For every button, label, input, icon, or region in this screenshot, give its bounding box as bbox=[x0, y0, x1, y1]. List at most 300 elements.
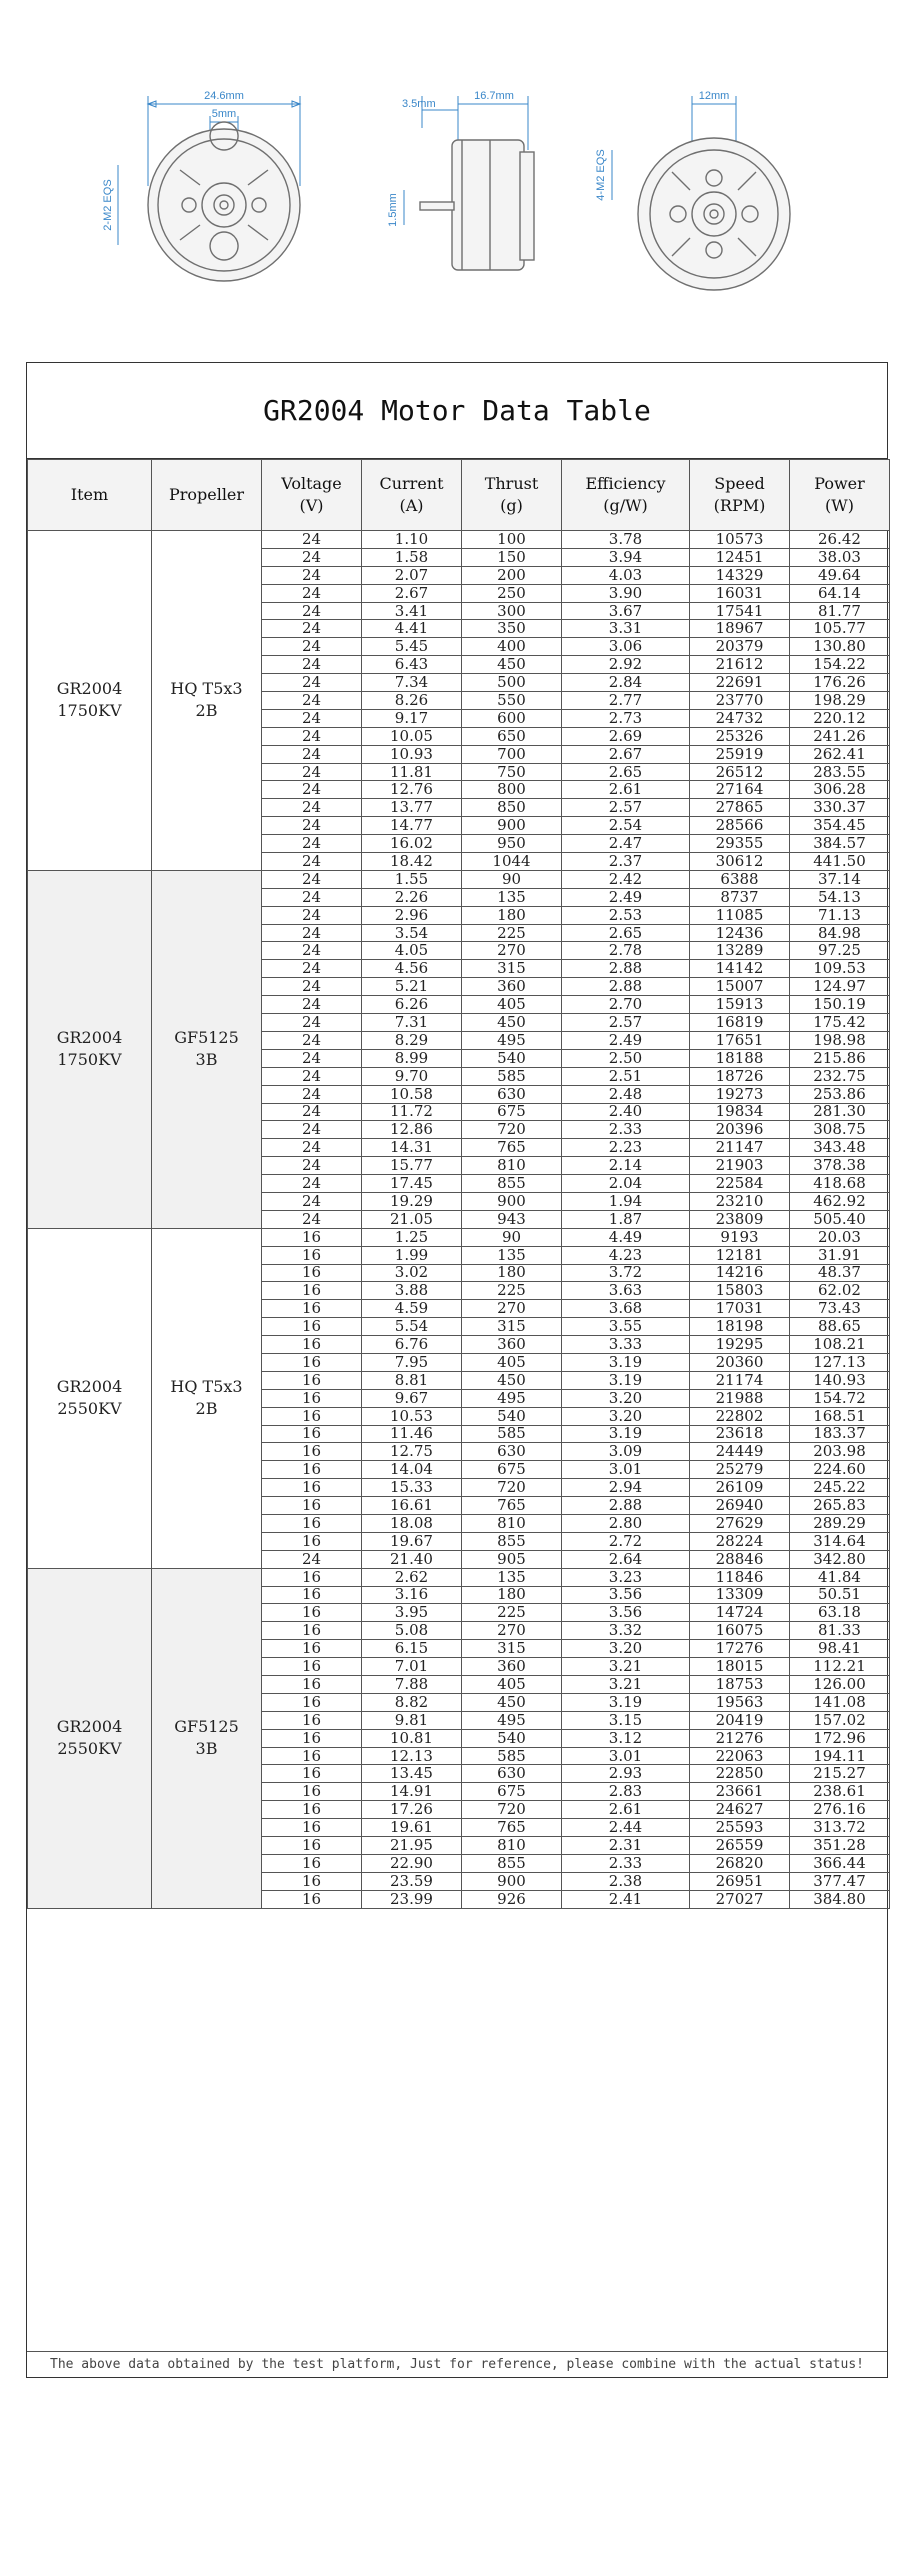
current-cell: 21.95 bbox=[362, 1837, 462, 1855]
table-footnote bbox=[27, 2351, 887, 2377]
current-cell: 11.81 bbox=[362, 763, 462, 781]
efficiency-cell: 2.93 bbox=[562, 1765, 690, 1783]
voltage-cell: 24 bbox=[262, 1067, 362, 1085]
current-cell: 21.05 bbox=[362, 1210, 462, 1228]
power-cell: 81.33 bbox=[790, 1622, 890, 1640]
thrust-cell: 720 bbox=[462, 1801, 562, 1819]
efficiency-cell: 3.20 bbox=[562, 1407, 690, 1425]
speed-cell: 27164 bbox=[690, 781, 790, 799]
voltage-cell: 24 bbox=[262, 1550, 362, 1568]
thrust-cell: 495 bbox=[462, 1389, 562, 1407]
speed-cell: 17541 bbox=[690, 602, 790, 620]
speed-cell: 23210 bbox=[690, 1192, 790, 1210]
efficiency-cell: 3.90 bbox=[562, 584, 690, 602]
voltage-cell: 24 bbox=[262, 1121, 362, 1139]
power-cell: 98.41 bbox=[790, 1640, 890, 1658]
header-voltage: Voltage (V) bbox=[262, 460, 362, 531]
power-cell: 20.03 bbox=[790, 1228, 890, 1246]
voltage-cell: 24 bbox=[262, 781, 362, 799]
speed-cell: 23661 bbox=[690, 1783, 790, 1801]
voltage-cell: 16 bbox=[262, 1371, 362, 1389]
table-group bbox=[28, 870, 890, 1228]
voltage-cell: 16 bbox=[262, 1783, 362, 1801]
power-cell: 112.21 bbox=[790, 1658, 890, 1676]
thrust-cell: 765 bbox=[462, 1497, 562, 1515]
efficiency-cell: 1.87 bbox=[562, 1210, 690, 1228]
speed-cell: 22691 bbox=[690, 674, 790, 692]
current-cell: 3.88 bbox=[362, 1282, 462, 1300]
efficiency-cell: 2.64 bbox=[562, 1550, 690, 1568]
efficiency-cell: 2.77 bbox=[562, 692, 690, 710]
power-cell: 198.29 bbox=[790, 692, 890, 710]
current-cell: 9.81 bbox=[362, 1711, 462, 1729]
thrust-cell: 810 bbox=[462, 1514, 562, 1532]
current-cell: 4.05 bbox=[362, 942, 462, 960]
current-cell: 1.25 bbox=[362, 1228, 462, 1246]
voltage-cell: 16 bbox=[262, 1532, 362, 1550]
voltage-cell: 24 bbox=[262, 692, 362, 710]
motor-data-table bbox=[26, 362, 888, 2378]
speed-cell: 28566 bbox=[690, 817, 790, 835]
speed-cell: 12451 bbox=[690, 548, 790, 566]
speed-cell: 20396 bbox=[690, 1121, 790, 1139]
power-cell: 62.02 bbox=[790, 1282, 890, 1300]
efficiency-cell: 3.20 bbox=[562, 1389, 690, 1407]
speed-cell: 21174 bbox=[690, 1371, 790, 1389]
efficiency-cell: 3.01 bbox=[562, 1461, 690, 1479]
voltage-cell: 16 bbox=[262, 1318, 362, 1336]
current-cell: 14.91 bbox=[362, 1783, 462, 1801]
power-cell: 157.02 bbox=[790, 1711, 890, 1729]
current-cell: 5.08 bbox=[362, 1622, 462, 1640]
table-header bbox=[28, 460, 890, 531]
speed-cell: 10573 bbox=[690, 531, 790, 549]
voltage-cell: 24 bbox=[262, 638, 362, 656]
speed-cell: 21276 bbox=[690, 1729, 790, 1747]
power-cell: 342.80 bbox=[790, 1550, 890, 1568]
power-cell: 354.45 bbox=[790, 817, 890, 835]
efficiency-cell: 2.69 bbox=[562, 727, 690, 745]
efficiency-cell: 3.68 bbox=[562, 1300, 690, 1318]
thrust-cell: 810 bbox=[462, 1837, 562, 1855]
speed-cell: 26951 bbox=[690, 1872, 790, 1890]
voltage-cell: 24 bbox=[262, 870, 362, 888]
power-cell: 175.42 bbox=[790, 1014, 890, 1032]
speed-cell: 24627 bbox=[690, 1801, 790, 1819]
current-cell: 15.77 bbox=[362, 1157, 462, 1175]
current-cell: 18.08 bbox=[362, 1514, 462, 1532]
voltage-cell: 16 bbox=[262, 1514, 362, 1532]
thrust-cell: 650 bbox=[462, 727, 562, 745]
thrust-cell: 360 bbox=[462, 1658, 562, 1676]
speed-cell: 13289 bbox=[690, 942, 790, 960]
efficiency-cell: 4.49 bbox=[562, 1228, 690, 1246]
speed-cell: 22063 bbox=[690, 1747, 790, 1765]
thrust-cell: 855 bbox=[462, 1532, 562, 1550]
power-cell: 50.51 bbox=[790, 1586, 890, 1604]
thrust-cell: 550 bbox=[462, 692, 562, 710]
thrust-cell: 270 bbox=[462, 1300, 562, 1318]
efficiency-cell: 2.88 bbox=[562, 960, 690, 978]
current-cell: 7.31 bbox=[362, 1014, 462, 1032]
thrust-cell: 270 bbox=[462, 1622, 562, 1640]
power-cell: 168.51 bbox=[790, 1407, 890, 1425]
speed-cell: 20360 bbox=[690, 1353, 790, 1371]
current-cell: 9.70 bbox=[362, 1067, 462, 1085]
thrust-cell: 765 bbox=[462, 1819, 562, 1837]
speed-cell: 27027 bbox=[690, 1890, 790, 1908]
thrust-cell: 250 bbox=[462, 584, 562, 602]
speed-cell: 25919 bbox=[690, 745, 790, 763]
voltage-cell: 16 bbox=[262, 1890, 362, 1908]
efficiency-cell: 2.78 bbox=[562, 942, 690, 960]
current-cell: 7.88 bbox=[362, 1676, 462, 1694]
current-cell: 1.10 bbox=[362, 531, 462, 549]
current-cell: 1.99 bbox=[362, 1246, 462, 1264]
thrust-cell: 180 bbox=[462, 1264, 562, 1282]
thrust-cell: 100 bbox=[462, 531, 562, 549]
efficiency-cell: 3.33 bbox=[562, 1336, 690, 1354]
rear-side-label: 4-M2 EQS bbox=[595, 149, 607, 201]
thrust-cell: 585 bbox=[462, 1067, 562, 1085]
voltage-cell: 24 bbox=[262, 1139, 362, 1157]
voltage-cell: 16 bbox=[262, 1568, 362, 1586]
speed-cell: 20379 bbox=[690, 638, 790, 656]
propeller-cell: HQ T5x3 2B bbox=[152, 1228, 262, 1568]
efficiency-cell: 2.47 bbox=[562, 835, 690, 853]
power-cell: 241.26 bbox=[790, 727, 890, 745]
voltage-cell: 16 bbox=[262, 1586, 362, 1604]
speed-cell: 18198 bbox=[690, 1318, 790, 1336]
current-cell: 10.58 bbox=[362, 1085, 462, 1103]
voltage-cell: 16 bbox=[262, 1407, 362, 1425]
motor-drawings bbox=[0, 0, 914, 360]
voltage-cell: 16 bbox=[262, 1837, 362, 1855]
power-cell: 377.47 bbox=[790, 1872, 890, 1890]
voltage-cell: 16 bbox=[262, 1765, 362, 1783]
thrust-cell: 90 bbox=[462, 1228, 562, 1246]
thrust-cell: 675 bbox=[462, 1461, 562, 1479]
speed-cell: 18188 bbox=[690, 1049, 790, 1067]
speed-cell: 22850 bbox=[690, 1765, 790, 1783]
efficiency-cell: 2.83 bbox=[562, 1783, 690, 1801]
speed-cell: 17031 bbox=[690, 1300, 790, 1318]
power-cell: 183.37 bbox=[790, 1425, 890, 1443]
voltage-cell: 16 bbox=[262, 1389, 362, 1407]
efficiency-cell: 3.19 bbox=[562, 1371, 690, 1389]
power-cell: 276.16 bbox=[790, 1801, 890, 1819]
front-inner-label: 5mm bbox=[211, 108, 237, 120]
thrust-cell: 90 bbox=[462, 870, 562, 888]
current-cell: 3.41 bbox=[362, 602, 462, 620]
efficiency-cell: 2.54 bbox=[562, 817, 690, 835]
efficiency-cell: 2.33 bbox=[562, 1121, 690, 1139]
table-title: GR2004 Motor Data Table bbox=[263, 394, 651, 427]
current-cell: 2.26 bbox=[362, 888, 462, 906]
current-cell: 12.75 bbox=[362, 1443, 462, 1461]
thrust-cell: 315 bbox=[462, 1318, 562, 1336]
thrust-cell: 900 bbox=[462, 817, 562, 835]
front-view-drawing bbox=[102, 90, 300, 281]
propeller-cell: HQ T5x3 2B bbox=[152, 531, 262, 871]
power-cell: 154.22 bbox=[790, 656, 890, 674]
speed-cell: 18753 bbox=[690, 1676, 790, 1694]
current-cell: 19.67 bbox=[362, 1532, 462, 1550]
power-cell: 140.93 bbox=[790, 1371, 890, 1389]
thrust-cell: 450 bbox=[462, 1371, 562, 1389]
thrust-cell: 540 bbox=[462, 1049, 562, 1067]
thrust-cell: 300 bbox=[462, 602, 562, 620]
power-cell: 441.50 bbox=[790, 853, 890, 871]
speed-cell: 18726 bbox=[690, 1067, 790, 1085]
current-cell: 1.58 bbox=[362, 548, 462, 566]
efficiency-cell: 2.31 bbox=[562, 1837, 690, 1855]
power-cell: 37.14 bbox=[790, 870, 890, 888]
current-cell: 8.81 bbox=[362, 1371, 462, 1389]
speed-cell: 21903 bbox=[690, 1157, 790, 1175]
efficiency-cell: 2.40 bbox=[562, 1103, 690, 1121]
voltage-cell: 16 bbox=[262, 1640, 362, 1658]
speed-cell: 23618 bbox=[690, 1425, 790, 1443]
power-cell: 176.26 bbox=[790, 674, 890, 692]
thrust-cell: 700 bbox=[462, 745, 562, 763]
speed-cell: 26559 bbox=[690, 1837, 790, 1855]
thrust-cell: 360 bbox=[462, 1336, 562, 1354]
thrust-cell: 495 bbox=[462, 1031, 562, 1049]
power-cell: 351.28 bbox=[790, 1837, 890, 1855]
thrust-cell: 900 bbox=[462, 1192, 562, 1210]
power-cell: 343.48 bbox=[790, 1139, 890, 1157]
voltage-cell: 16 bbox=[262, 1300, 362, 1318]
header-item: Item bbox=[28, 460, 152, 531]
current-cell: 10.05 bbox=[362, 727, 462, 745]
efficiency-cell: 2.57 bbox=[562, 1014, 690, 1032]
speed-cell: 25326 bbox=[690, 727, 790, 745]
current-cell: 3.16 bbox=[362, 1586, 462, 1604]
speed-cell: 15913 bbox=[690, 996, 790, 1014]
propeller-cell: GF5125 3B bbox=[152, 870, 262, 1228]
current-cell: 6.15 bbox=[362, 1640, 462, 1658]
efficiency-cell: 2.14 bbox=[562, 1157, 690, 1175]
thrust-cell: 405 bbox=[462, 1676, 562, 1694]
efficiency-cell: 2.61 bbox=[562, 781, 690, 799]
voltage-cell: 24 bbox=[262, 1049, 362, 1067]
voltage-cell: 24 bbox=[262, 1192, 362, 1210]
thrust-cell: 225 bbox=[462, 1282, 562, 1300]
efficiency-cell: 2.23 bbox=[562, 1139, 690, 1157]
efficiency-cell: 2.88 bbox=[562, 1497, 690, 1515]
front-side-label: 2-M2 EQS bbox=[102, 179, 114, 231]
thrust-cell: 495 bbox=[462, 1711, 562, 1729]
efficiency-cell: 3.06 bbox=[562, 638, 690, 656]
thrust-cell: 585 bbox=[462, 1747, 562, 1765]
power-cell: 108.21 bbox=[790, 1336, 890, 1354]
efficiency-cell: 4.03 bbox=[562, 566, 690, 584]
voltage-cell: 24 bbox=[262, 799, 362, 817]
speed-cell: 19295 bbox=[690, 1336, 790, 1354]
efficiency-cell: 3.63 bbox=[562, 1282, 690, 1300]
footnote-text: The above data obtained by the test platform, Just for reference, please combine with the actual status! bbox=[50, 2357, 864, 2372]
voltage-cell: 16 bbox=[262, 1658, 362, 1676]
current-cell: 9.17 bbox=[362, 709, 462, 727]
current-cell: 8.82 bbox=[362, 1693, 462, 1711]
voltage-cell: 24 bbox=[262, 656, 362, 674]
efficiency-cell: 2.38 bbox=[562, 1872, 690, 1890]
voltage-cell: 24 bbox=[262, 674, 362, 692]
efficiency-cell: 2.73 bbox=[562, 709, 690, 727]
efficiency-cell: 2.70 bbox=[562, 996, 690, 1014]
voltage-cell: 24 bbox=[262, 978, 362, 996]
power-cell: 283.55 bbox=[790, 763, 890, 781]
power-cell: 330.37 bbox=[790, 799, 890, 817]
current-cell: 4.41 bbox=[362, 620, 462, 638]
table-row bbox=[28, 1228, 890, 1246]
power-cell: 38.03 bbox=[790, 548, 890, 566]
power-cell: 54.13 bbox=[790, 888, 890, 906]
current-cell: 2.96 bbox=[362, 906, 462, 924]
speed-cell: 23770 bbox=[690, 692, 790, 710]
item-cell: GR2004 2550KV bbox=[28, 1568, 152, 1908]
item-cell: GR2004 1750KV bbox=[28, 531, 152, 871]
thrust-cell: 450 bbox=[462, 1693, 562, 1711]
speed-cell: 17651 bbox=[690, 1031, 790, 1049]
speed-cell: 11846 bbox=[690, 1568, 790, 1586]
efficiency-cell: 2.41 bbox=[562, 1890, 690, 1908]
current-cell: 16.61 bbox=[362, 1497, 462, 1515]
current-cell: 13.77 bbox=[362, 799, 462, 817]
speed-cell: 28846 bbox=[690, 1550, 790, 1568]
thrust-cell: 720 bbox=[462, 1121, 562, 1139]
speed-cell: 14329 bbox=[690, 566, 790, 584]
voltage-cell: 16 bbox=[262, 1246, 362, 1264]
efficiency-cell: 2.49 bbox=[562, 888, 690, 906]
speed-cell: 24732 bbox=[690, 709, 790, 727]
voltage-cell: 16 bbox=[262, 1854, 362, 1872]
efficiency-cell: 3.19 bbox=[562, 1353, 690, 1371]
thrust-cell: 180 bbox=[462, 906, 562, 924]
thrust-cell: 750 bbox=[462, 763, 562, 781]
thrust-cell: 400 bbox=[462, 638, 562, 656]
power-cell: 41.84 bbox=[790, 1568, 890, 1586]
speed-cell: 19563 bbox=[690, 1693, 790, 1711]
efficiency-cell: 3.94 bbox=[562, 548, 690, 566]
current-cell: 1.55 bbox=[362, 870, 462, 888]
speed-cell: 19273 bbox=[690, 1085, 790, 1103]
thrust-cell: 720 bbox=[462, 1479, 562, 1497]
speed-cell: 21147 bbox=[690, 1139, 790, 1157]
voltage-cell: 24 bbox=[262, 942, 362, 960]
speed-cell: 6388 bbox=[690, 870, 790, 888]
efficiency-cell: 4.23 bbox=[562, 1246, 690, 1264]
voltage-cell: 16 bbox=[262, 1461, 362, 1479]
speed-cell: 14216 bbox=[690, 1264, 790, 1282]
power-cell: 97.25 bbox=[790, 942, 890, 960]
speed-cell: 14724 bbox=[690, 1604, 790, 1622]
efficiency-cell: 2.48 bbox=[562, 1085, 690, 1103]
power-cell: 124.97 bbox=[790, 978, 890, 996]
efficiency-cell: 3.78 bbox=[562, 531, 690, 549]
current-cell: 16.02 bbox=[362, 835, 462, 853]
power-cell: 26.42 bbox=[790, 531, 890, 549]
thrust-cell: 405 bbox=[462, 1353, 562, 1371]
efficiency-cell: 2.65 bbox=[562, 924, 690, 942]
current-cell: 2.07 bbox=[362, 566, 462, 584]
side-shaft-label: 1.5mm bbox=[387, 193, 399, 227]
efficiency-cell: 3.55 bbox=[562, 1318, 690, 1336]
speed-cell: 20419 bbox=[690, 1711, 790, 1729]
current-cell: 7.95 bbox=[362, 1353, 462, 1371]
speed-cell: 16031 bbox=[690, 584, 790, 602]
speed-cell: 22584 bbox=[690, 1175, 790, 1193]
current-cell: 10.81 bbox=[362, 1729, 462, 1747]
current-cell: 18.42 bbox=[362, 853, 462, 871]
power-cell: 126.00 bbox=[790, 1676, 890, 1694]
speed-cell: 25279 bbox=[690, 1461, 790, 1479]
current-cell: 12.86 bbox=[362, 1121, 462, 1139]
efficiency-cell: 2.80 bbox=[562, 1514, 690, 1532]
efficiency-cell: 2.84 bbox=[562, 674, 690, 692]
current-cell: 7.01 bbox=[362, 1658, 462, 1676]
thrust-cell: 180 bbox=[462, 1586, 562, 1604]
voltage-cell: 16 bbox=[262, 1872, 362, 1890]
voltage-cell: 24 bbox=[262, 1103, 362, 1121]
rear-top-label: 12mm bbox=[698, 90, 730, 102]
voltage-cell: 24 bbox=[262, 566, 362, 584]
current-cell: 10.53 bbox=[362, 1407, 462, 1425]
power-cell: 366.44 bbox=[790, 1854, 890, 1872]
power-cell: 31.91 bbox=[790, 1246, 890, 1264]
current-cell: 8.26 bbox=[362, 692, 462, 710]
speed-cell: 26820 bbox=[690, 1854, 790, 1872]
power-cell: 306.28 bbox=[790, 781, 890, 799]
power-cell: 172.96 bbox=[790, 1729, 890, 1747]
header-thrust: Thrust (g) bbox=[462, 460, 562, 531]
voltage-cell: 24 bbox=[262, 888, 362, 906]
efficiency-cell: 2.04 bbox=[562, 1175, 690, 1193]
current-cell: 3.54 bbox=[362, 924, 462, 942]
power-cell: 198.98 bbox=[790, 1031, 890, 1049]
thrust-cell: 585 bbox=[462, 1425, 562, 1443]
efficiency-cell: 3.32 bbox=[562, 1622, 690, 1640]
speed-cell: 16075 bbox=[690, 1622, 790, 1640]
voltage-cell: 24 bbox=[262, 548, 362, 566]
efficiency-cell: 3.09 bbox=[562, 1443, 690, 1461]
efficiency-cell: 2.33 bbox=[562, 1854, 690, 1872]
current-cell: 2.67 bbox=[362, 584, 462, 602]
thrust-cell: 450 bbox=[462, 656, 562, 674]
speed-cell: 9193 bbox=[690, 1228, 790, 1246]
voltage-cell: 24 bbox=[262, 996, 362, 1014]
speed-cell: 21988 bbox=[690, 1389, 790, 1407]
thrust-cell: 850 bbox=[462, 799, 562, 817]
propeller-cell: GF5125 3B bbox=[152, 1568, 262, 1908]
current-cell: 3.02 bbox=[362, 1264, 462, 1282]
speed-cell: 17276 bbox=[690, 1640, 790, 1658]
thrust-cell: 405 bbox=[462, 996, 562, 1014]
power-cell: 141.08 bbox=[790, 1693, 890, 1711]
efficiency-cell: 2.65 bbox=[562, 763, 690, 781]
power-cell: 215.27 bbox=[790, 1765, 890, 1783]
speed-cell: 12436 bbox=[690, 924, 790, 942]
speed-cell: 28224 bbox=[690, 1532, 790, 1550]
voltage-cell: 16 bbox=[262, 1711, 362, 1729]
power-cell: 130.80 bbox=[790, 638, 890, 656]
efficiency-cell: 3.20 bbox=[562, 1640, 690, 1658]
thrust-cell: 540 bbox=[462, 1729, 562, 1747]
current-cell: 12.76 bbox=[362, 781, 462, 799]
speed-cell: 11085 bbox=[690, 906, 790, 924]
efficiency-cell: 3.67 bbox=[562, 602, 690, 620]
